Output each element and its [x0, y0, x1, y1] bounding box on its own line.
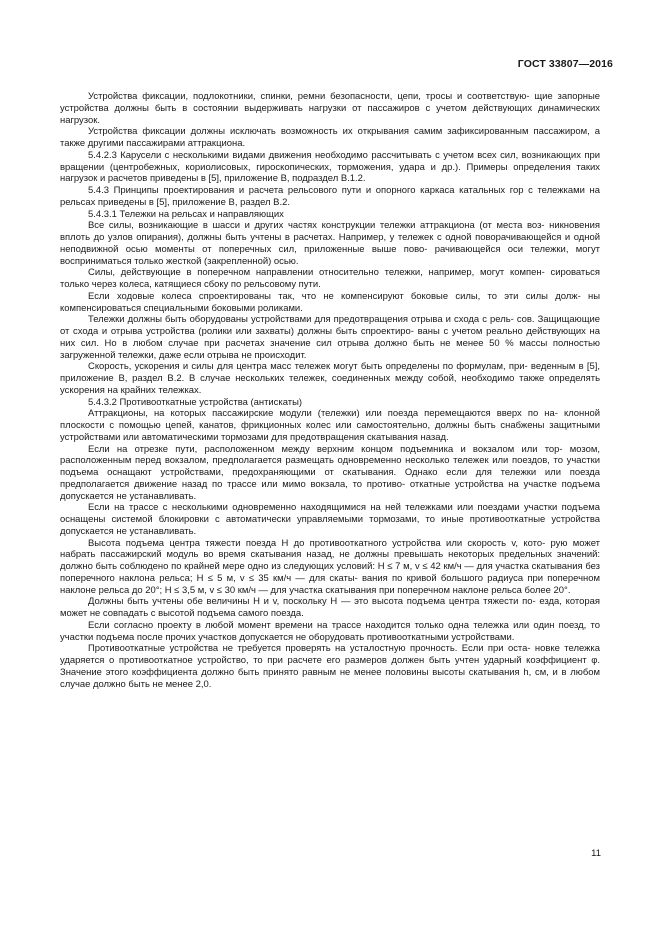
- paragraph: Аттракционы, на которых пассажирские модули (тележки) или поезда перемещаются вверх по на- клонной плоскости с помощью цепей, канатов, фрикционных колес или самостоятельно, должны быть снабжены защитными устройствами или автоматическими тормозами для предотвращения скатывания назад.: [60, 408, 600, 443]
- paragraph: Если ходовые колеса спроектированы так, что не компенсируют боковые силы, то эти силы долж- ны компенсироваться специальными боковыми роликами.: [60, 290, 600, 314]
- paragraph: Если согласно проекту в любой момент времени на трассе находится только одна тележка или один поезд, то участки подъема после прочих участков допускается не оборудовать противооткатными устройствами.: [60, 619, 600, 643]
- paragraph: Силы, действующие в поперечном направлении относительно тележки, например, могут компен- сироваться только через колеса, катящиеся сбоку по рельсовому пути.: [60, 267, 600, 290]
- paragraph: Устройства фиксации, подлокотники, спинки, ремни безопасности, цепи, тросы и соответствую- щие запорные устройства должны быть в состоянии выдерживать нагрузки от пассажиров с учетом действующих динамических нагрузок.: [60, 91, 600, 126]
- paragraph: Если на трассе с несколькими одновременно находящимися на ней тележками или поездами участки подъема оснащены системой блокировки с автоматически управляемыми тормозами, то иные противооткатные устройства допускается не устанавливать.: [60, 502, 600, 537]
- standard-header: ГОСТ 33807—2016: [517, 58, 613, 70]
- paragraph: 5.4.3 Принципы проектирования и расчета рельсового пути и опорного каркаса катальных гор с тележками на рельсах приведены в [5], приложение В, раздел В.2.: [60, 185, 600, 208]
- page-number: 11: [591, 848, 601, 859]
- paragraph: Высота подъема центра тяжести поезда H до противооткатного устройства или скорость v, кото- рую может набрать пассажирский модуль во время скатывания назад, не должны превышать некоторых предельных значений: должно быть соблюдено по крайней мере одно из следующих условий: H ≤ 7 м, v ≤ 42 км/ч — для участка скатывания без поперечного наклона рельса; H ≤ 5 м, v ≤ 35 км/ч — для скаты- вания по кривой большого радиуса при поперечном наклоне рельса до 20°; H ≤ 3,5 м, v ≤ 30 км/ч — для участка скатывания при поперечном наклоне рельса более 20°.: [60, 537, 600, 596]
- paragraph: Скорость, ускорения и силы для центра масс тележек могут быть определены по формулам, при- веденным в [5], приложение В, раздел В.2. В случае нескольких тележек, соединенных между собой, необходимо также определять ускорения на крайних тележках.: [60, 361, 600, 396]
- paragraph: Тележки должны быть оборудованы устройствами для предотвращения отрыва и схода с рель- сов. Защищающие от схода и отрыва устройства (ролики или захваты) должны быть спроектиро- ваны с учетом реально действующих на них сил. Но в любом случае при расчетах значение сил отрыва должно быть не менее 50 % массы полностью загруженной тележки, даже если отрыва не происходит.: [60, 314, 600, 361]
- paragraph: Должны быть учтены обе величины H и v, поскольку H — это высота подъема центра тяжести по- езда, которая может не совпадать с высотой подъема самого поезда.: [60, 596, 600, 619]
- paragraph: Все силы, возникающие в шасси и других частях конструкции тележки аттракциона (от места воз- никновения вплоть до узлов опирания), должны быть учтены в расчетах. Например, у тележек с одной поворачивающейся и одной неподвижной осью моменты от поперечных сил, приложенные выше пово- рачивающейся оси тележки, могут восприниматься только жесткой (закрепленной) осью.: [60, 220, 600, 267]
- body-text: [60, 91, 600, 690]
- section-heading: 5.4.3.1 Тележки на рельсах и направляющих: [88, 208, 284, 220]
- paragraph: Противооткатные устройства не требуется проверять на усталостную прочность. Если при оста- новке тележка ударяется о противооткатное устройство, то при расчете его размеров должен быть учтен ударный коэффициент φ. Значение этого коэффициента должно быть принято равным не менее половины высоты скатывания h, см, и в любом случае должно быть не менее 2,0.: [60, 643, 600, 690]
- paragraph: Если на отрезке пути, расположенном между верхним концом подъемника и вокзалом или тор- мозом, расположенным перед вокзалом, предполагается размещать одновременно несколько тележек или поездов, то участки подъема оснащают устройствами, предохраняющими от скатывания. Однако если для тележки или поезда предполагается движение назад по трассе или мимо вокзала, то противо- откатные устройства на участке подъема допускается не устанавливать.: [60, 443, 600, 502]
- section-heading: 5.4.3.2 Противооткатные устройства (антискаты): [88, 396, 303, 408]
- paragraph: 5.4.2.3 Карусели с несколькими видами движения необходимо рассчитывать с учетом всех сил, возникающих при вращении (центробежных, кориолисовых, гироскопических, торможения, удара и др.). Примеры определения таких нагрузок и расчетов приведены в [5], приложение В, подраздел В.1.2.: [60, 149, 600, 185]
- paragraph: Устройства фиксации должны исключать возможность их открывания самим зафиксированным пассажиром, а также другими пассажирами аттракциона.: [60, 126, 600, 149]
